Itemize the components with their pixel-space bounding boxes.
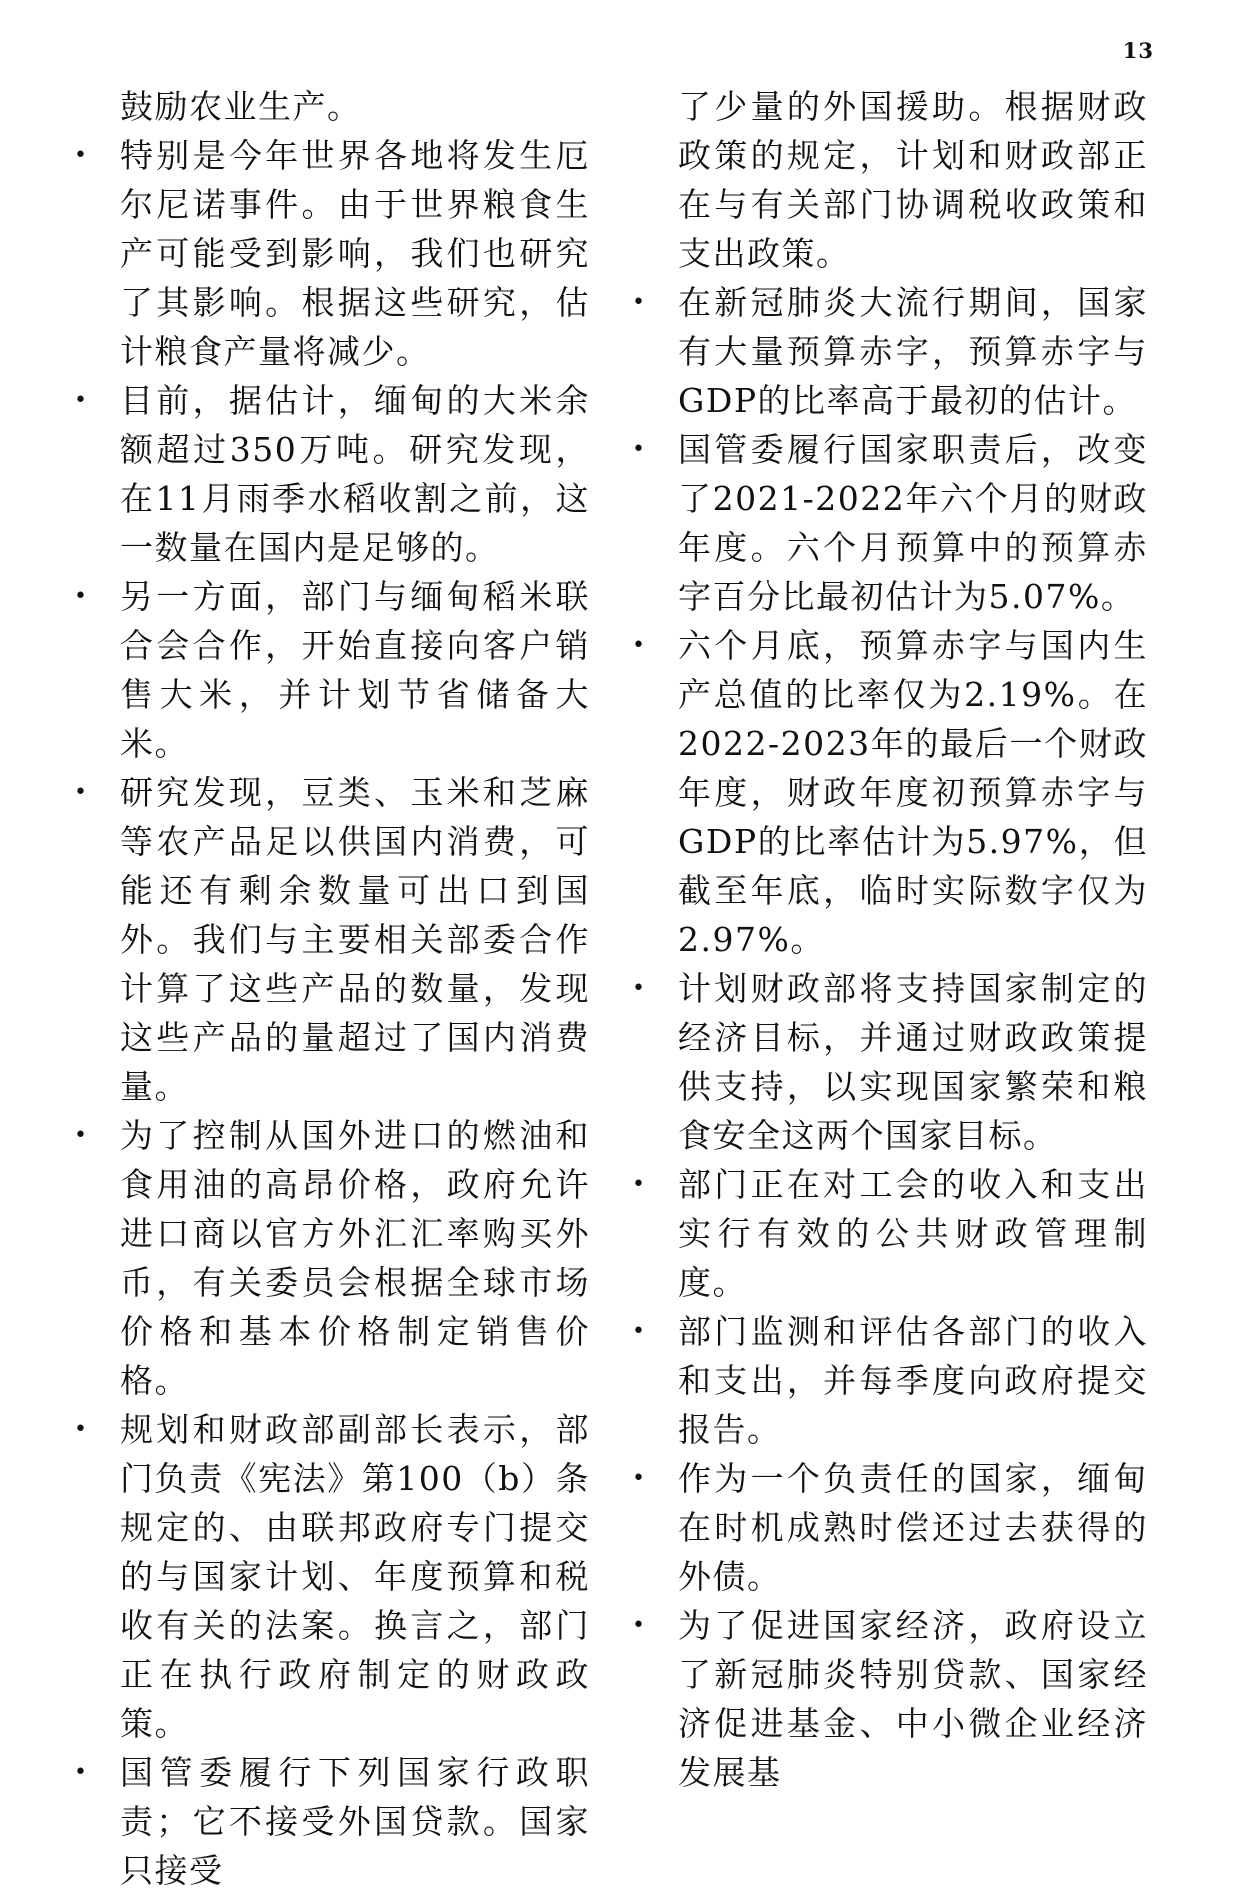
bullet-paragraph <box>70 1748 590 1895</box>
paragraph-text: 部门正在对工会的收入和支出实行有效的公共财政管理制度。 <box>678 1165 1148 1302</box>
paragraph-text: 为了促进国家经济，政府设立了新冠肺炎特别贷款、国家经济促进基金、中小微企业经济发展基 <box>678 1606 1148 1792</box>
bullet-paragraph <box>628 1601 1148 1797</box>
bullet-paragraph <box>628 278 1148 425</box>
bullet-paragraph <box>628 1454 1148 1601</box>
right-column <box>628 82 1148 1797</box>
paragraph-text: 部门监测和评估各部门的收入和支出，并每季度向政府提交报告。 <box>678 1312 1148 1449</box>
paragraph-text: 国管委履行国家职责后，改变了2021-2022年六个月的财政年度。六个月预算中的预算赤字百分比最初估计为5.07%。 <box>678 430 1148 616</box>
bullet-icon: • <box>74 1123 89 1148</box>
paragraph-text: 研究发现，豆类、玉米和芝麻等农产品足以供国内消费，可能还有剩余数量可出口到国外。我们与主要相关部委合作计算了这些产品的数量，发现这些产品的量超过了国内消费量。 <box>120 773 590 1106</box>
bullet-icon: • <box>632 437 647 462</box>
continuation-paragraph <box>628 82 1148 278</box>
bullet-paragraph <box>70 1405 590 1748</box>
bullet-icon: • <box>74 1760 89 1785</box>
bullet-icon: • <box>632 1319 647 1344</box>
bullet-icon: • <box>632 1466 647 1491</box>
bullet-paragraph <box>628 621 1148 964</box>
bullet-paragraph <box>70 768 590 1111</box>
bullet-icon: • <box>632 1172 647 1197</box>
paragraph-text: 国管委履行下列国家行政职责；它不接受外国贷款。国家只接受 <box>120 1753 590 1890</box>
paragraph-text: 了少量的外国援助。根据财政政策的规定，计划和财政部正在与有关部门协调税收政策和支出政策。 <box>678 87 1148 273</box>
bullet-icon: • <box>74 143 89 168</box>
bullet-paragraph <box>70 1111 590 1405</box>
bullet-icon: • <box>632 976 647 1001</box>
bullet-icon: • <box>74 780 89 805</box>
bullet-icon: • <box>74 584 89 609</box>
paragraph-text: 作为一个负责任的国家，缅甸在时机成熟时偿还过去获得的外债。 <box>678 1459 1148 1596</box>
paragraph-text: 另一方面，部门与缅甸稻米联合会合作，开始直接向客户销售大米，并计划节省储备大米。 <box>120 577 590 763</box>
bullet-paragraph <box>628 1307 1148 1454</box>
left-column <box>70 82 590 1895</box>
paragraph-text: 计划财政部将支持国家制定的经济目标，并通过财政政策提供支持，以实现国家繁荣和粮食安全这两个国家目标。 <box>678 969 1148 1155</box>
paragraph-text: 目前，据估计，缅甸的大米余额超过350万吨。研究发现，在11月雨季水稻收割之前，这一数量在国内是足够的。 <box>120 381 590 567</box>
paragraph-text: 为了控制从国外进口的燃油和食用油的高昂价格，政府允许进口商以官方外汇汇率购买外币，有关委员会根据全球市场价格和基本价格制定销售价格。 <box>120 1116 590 1400</box>
bullet-icon: • <box>632 633 647 658</box>
paragraph-text: 特别是今年世界各地将发生厄尔尼诺事件。由于世界粮食生产可能受到影响，我们也研究了其影响。根据这些研究，估计粮食产量将减少。 <box>120 136 590 371</box>
bullet-icon: • <box>74 388 89 413</box>
bullet-paragraph <box>628 425 1148 621</box>
bullet-paragraph <box>628 964 1148 1160</box>
bullet-icon: • <box>632 1613 647 1638</box>
bullet-paragraph <box>70 131 590 376</box>
page-number: 13 <box>1122 38 1154 63</box>
bullet-paragraph <box>70 376 590 572</box>
bullet-icon: • <box>74 1417 89 1442</box>
paragraph-text: 六个月底，预算赤字与国内生产总值的比率仅为2.19%。在2022-2023年的最后一个财政年度，财政年度初预算赤字与GDP的比率估计为5.97%，但截至年底，临时实际数字仅为2.97%。 <box>678 626 1148 959</box>
paragraph-text: 鼓励农业生产。 <box>120 87 362 126</box>
bullet-paragraph <box>70 572 590 768</box>
paragraph-text: 在新冠肺炎大流行期间，国家有大量预算赤字，预算赤字与GDP的比率高于最初的估计。 <box>678 283 1148 420</box>
bullet-icon: • <box>632 290 647 315</box>
continuation-paragraph <box>70 82 590 131</box>
bullet-paragraph <box>628 1160 1148 1307</box>
paragraph-text: 规划和财政部副部长表示，部门负责《宪法》第100（b）条规定的、由联邦政府专门提交的与国家计划、年度预算和税收有关的法案。换言之，部门正在执行政府制定的财政政策。 <box>120 1410 590 1743</box>
